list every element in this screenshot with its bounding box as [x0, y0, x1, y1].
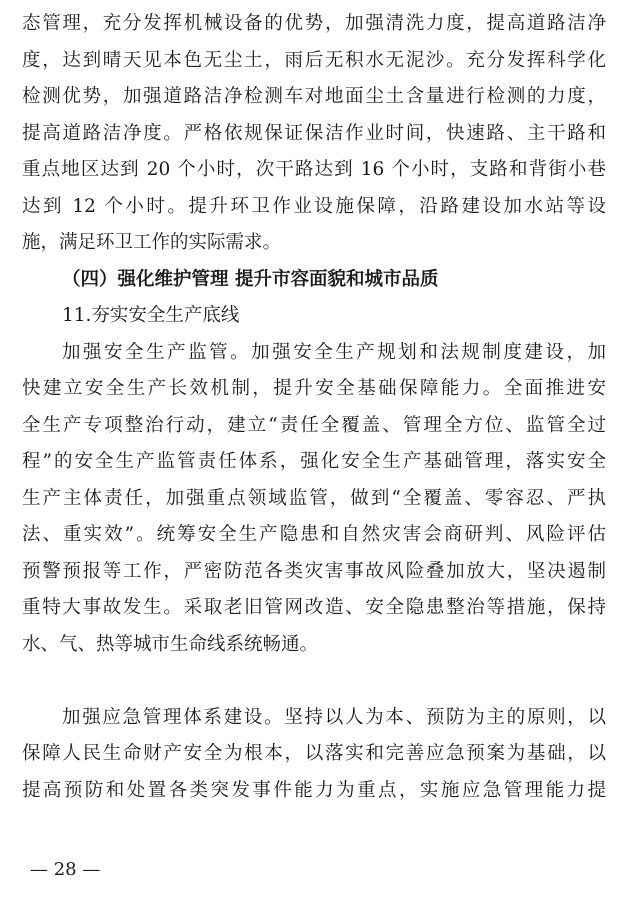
- text-line-14: 生产主体责任，加强重点领域监管，做到“全覆盖、零容忍、严执: [22, 487, 606, 509]
- subsection-heading: 11.夯实安全生产底线: [62, 305, 240, 326]
- text-line-15: 法、重实效”。统筹安全生产隐患和自然灾害会商研判、风险评估: [22, 524, 606, 545]
- text-line-2: 度，达到晴天见本色无尘土，雨后无积水无泥沙。充分发挥科学化: [22, 49, 606, 71]
- page-number: — 28 —: [30, 859, 101, 880]
- text-line-11: 快建立安全生产长效机制，提升安全基础保障能力。全面推进安: [22, 378, 606, 399]
- text-line-3: 检测优势，加强道路洁净检测车对地面尘土含量进行检测的力度，: [22, 86, 606, 107]
- text-line-18: 水、气、热等城市生命线系统畅通。: [22, 633, 319, 655]
- text-line-21: 保障人民生命财产安全为根本，以落实和完善应急预案为基础，以: [22, 743, 606, 764]
- text-line-7: 施，满足环卫工作的实际需求。: [22, 232, 282, 253]
- text-line-1: 态管理，充分发挥机械设备的优势，加强清洗力度，提高道路洁净: [22, 13, 606, 34]
- text-line-17: 重特大事故发生。采取老旧管网改造、安全隐患整治等措施，保持: [22, 597, 606, 618]
- text-line-4: 提高道路洁净度。严格依规保证保洁作业时间，快速路、主干路和: [22, 122, 606, 144]
- text-line-13: 程”的安全生产监管责任体系，强化安全生产基础管理，落实安全: [22, 451, 606, 472]
- paragraph-gap: [22, 663, 606, 700]
- text-line-6: 达到 12 个小时。提升环卫作业设施保障，沿路建设加水站等设: [22, 195, 606, 217]
- section-heading: （四）强化维护管理 提升市容面貌和城市品质: [62, 268, 439, 290]
- document-body: [22, 6, 606, 809]
- text-line-12: 全生产专项整治行动，建立“责任全覆盖、管理全方位、监管全过: [22, 414, 606, 436]
- text-line-10: 加强安全生产监管。加强安全生产规划和法规制度建设，加: [62, 341, 606, 363]
- text-line-22: 提高预防和处置各类突发事件能力为重点，实施应急管理能力提: [22, 779, 606, 801]
- text-line-5: 重点地区达到 20 个小时，次干路达到 16 个小时，支路和背街小巷: [22, 159, 606, 180]
- text-line-16: 预警预报等工作，严密防范各类灾害事故风险叠加放大，坚决遏制: [22, 560, 606, 582]
- text-line-20: 加强应急管理体系建设。坚持以人为本、预防为主的原则，以: [62, 706, 606, 728]
